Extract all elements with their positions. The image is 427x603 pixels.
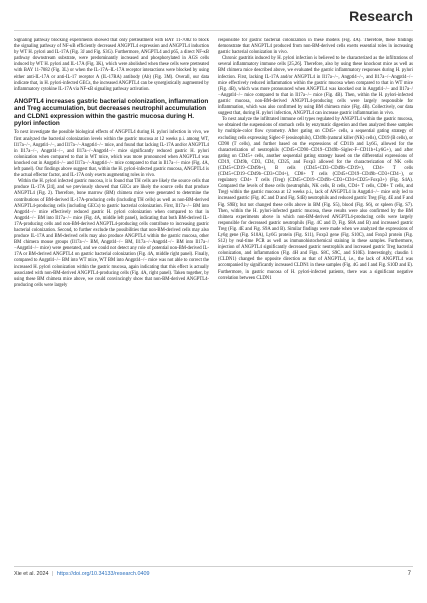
doi-link[interactable]: https://doi.org/10.34133/research.0409 [56, 571, 150, 577]
page-number: 7 [407, 571, 411, 577]
citation-text: Xie et al. 2024 [14, 571, 49, 577]
right-column [218, 38, 413, 558]
paragraph: Chronic gastritis induced by H. pylori infection is believed to be characterized as the infiltrations of several inflammatory immune cells [25,26]. Therefore, also by using these knockout mice as well as BM chimera mice described above, we evaluated the gastric inflammatory responses during H. pylori infection. First, lacking IL-17A and/or ANGPTL4 in Il17a−/−, Angptl4−/−, and Il17a−/−Angptl4−/− mice effectively reduced inflammation within the gastric mucosa when compared to that in WT mice (Fig. 4B), which was more pronounced when ANGPTL4 was knocked out in Angptl4−/− and Il17a−/−Angptl4−/− mice compared to that in Il17a−/− mice (Fig. 4B). Then, within the H. pylori-infected gastric mucosa, non-BM-derived ANGPTL4-producing cells were largely responsible for inflammation, which was also confirmed by using BM chimera mice (Fig. 4B). Collectively, our data suggest that, during H. pylori infection, ANGPTL4 can increase gastric inflammation in vivo. [218, 56, 413, 117]
paragraph: Within the H. pylori infected gastric mucosa, it is found that TH cells are likely the source cells that produce IL-17A [24], and we previously showed that GECs are likely the source cells that produce ANGPTL4 (Fig. 2). Therefore, bone marrow (BM) chimera mice were generated to determine the contributions of BM-derived IL-17A-producing cells (including TH cells) as well as non-BM-derived ANGPTL4-producing cells (including GECs) to gastric bacterial colonization. First, Il17a−/− BM into Angptl4−/− mice effectively reduced gastric H. pylori colonization when compared to that in Angptl4−/− BM into Il17a−/− mice (Fig. 4A, middle left panel), indicating that both BM-derived IL-17A-producing cells and non-BM-derived ANGPTL4-producing cells contribute to increasing gastric bacterial colonization. Second, to further exclude the possibilities that non-BM-derived cells may also produce IL-17A and BM-derived cells may also produce ANGPTL4 within the gastric mucosa, other BM chimera mouse groups (Il17a−/− BM, Angptl4−/− BM, Il17a−/−Angptl4−/− BM into Il17a−/−Angptl4−/− mice) were generated, and we could not detect any role of potential non-BM-derived IL-17A or BM-derived ANGPTL4 on gastric bacterial colonization (Fig. 4A, middle right panel). Finally, compared to Angptl4−/− BM into WT mice, WT BM into Angptl4−/− mice was not able to correct the increased H. pylori colonization within the gastric mucosa, again indicating that this effect is actually associated with non-BM-derived ANGPTL4-producing cells (Fig. 4A, right panel). Taken together, by using these BM chimera mice above, we could convincingly show that non-BM-derived ANGPTL4-producing cells were largely [14, 179, 209, 288]
footer-separator: | [51, 571, 54, 577]
journal-brand: Research [349, 8, 413, 24]
footer-citation [14, 571, 149, 577]
paragraph: To next investigate the possible biological effects of ANGPTL4 during H. pylori infection in vivo, we first analyzed the bacterial colonization levels within the gastric mucosa at 12 weeks p.i. among WT, Il17a−/−, Angptl4−/−, and Il17a−/−Angptl4−/− mice, and found that lacking IL-17A and/or ANGPTL4 in Il17a−/−, Angptl4−/−, and Il17a−/−Angptl4−/− mice significantly reduced gastric H. pylori colonization when compared to that in WT mice, which was more pronounced when ANGPTL4 was knocked out in Angptl4−/− and Il17a−/−Angptl4−/− mice compared to that in Il17a−/− mice (Fig. 4A, left panel). Our findings above suggest that, within the H. pylori-infected gastric mucosa, ANGPTL4 is the actual effector factor, and IL-17A only exerts augmenting roles in vivo. [14, 130, 209, 179]
paragraph: responsible for gastric bacterial colonization in these models (Fig. 4A). Therefore, these findings demonstrate that ANGPTL4 produced from non-BM-derived cells exerts essential roles in increasing gastric bacterial colonization in vivo. [218, 38, 413, 56]
paragraph: Signaling pathway blocking experiments showed that only pretreatment with BAY 11-7082 to block the signaling pathway of NF-κB efficiently decreased ANGPTL4 expression and ANGPTL4 induction by WT H. pylori and IL-17A (Fig. 3J and Fig. S3G). Furthermore, ANGPTL4 and p65, a direct NF-κB pathway downstream substrate, were predominantly increased and phosphorylated in AGS cells induced by WT H. pylori and IL-17A (Fig. 3K), which were abolished when these cells were pretreated with BAY 11-7082 (Fig. 3L) or when the IL-17A–IL-17A receptor interactions were blocked by using either anti-IL-17A or anti-IL-17 receptor A (IL-17RA) antibody (Ab) (Fig. 3M). Overall, our data indicate that, in H. pylori-infected GECs, the increased ANGPTL4 can be synergistically augmented by inflammatory cytokine IL-17A via NF-κB signaling pathway activation. [14, 38, 209, 92]
left-column [14, 38, 209, 558]
section-heading: ANGPTL4 increases gastric bacterial colonization, inflammation and Treg accumulation, but decreases neutrophil accumulation and CLDN1 expression within the gastric mucosa during H. pylori infection [14, 97, 209, 128]
header-divider [14, 30, 413, 31]
page-footer [14, 571, 413, 581]
paragraph: To next analyze the infiltrated immune cell types regulated by ANGPTL4 within the gastric mucosa, we obtained the suspensions of stomach cells by enzymatic digestion and then analyzed these samples by multiple-color flow cytometry. After gating on CD45+ cells, a sequential gating strategy of excluding cells expressing Siglec-F (eosinophils), CD49b (natural killer (NK) cells), CD19 (B cells), or CD90 (T cells), and further based on the expressions of CD11b and Ly6G, allowed for the characterization of neutrophils (CD45+CD90−CD19−CD49b−Siglec-F−CD11b+Ly6G+), and after gating on CD45+ cells, another sequential gating strategy based on the differential expressions of CD19, CD49b, CD3, CD4, CD25, and Foxp3 allowed for the characterization of NK cells (CD45+CD19−CD49b+), B cells (CD45+CD3−CD49b−CD19+), CD4+ T cells (CD45+CD19−CD49b−CD3+CD4+), CD8+ T cells (CD45+CD19−CD49b−CD3+CD4−), or regulatory CD4+ T cells (Treg) (CD45+CD19−CD49b−CD3+CD4+CD25+Foxp3+) (Fig. S4A). Compared the levels of these cells (neutrophils, NK cells, B cells, CD4+ T cells, CD8+ T cells, and Treg) within the gastric mucosa at 12 weeks p.i., lack of ANGPTL4 in Angptl4−/− mice only led to increased gastric (Fig. 4C and D and Fig. S4B) neutrophils and reduced gastric Treg (Fig. 4E and F and Fig. S9B); but not changed these cells above in BM (Fig. S5), blood (Fig. S6), or spleen (Fig. S7). Then, within the H. pylori-infected gastric mucosa, these results were also confirmed by the BM chimera experiments above in which non-BM-derived ANGPTL4-producing cells were largely responsible for decreased gastric neutrophils (Fig. 4C and D, Fig. S8A and B) and increased gastric Treg (Fig. 4E and Fig. S9A and B). Similar findings were made when we analyzed the expressions of Ly6g gene (Fig. S10A), Ly6G protein (Fig. S11), Foxp3 gene (Fig. S10C), and Foxp3 protein (Fig. S12) by real-time PCR as well as immunohistochemical staining in these samples. Furthermore, injection of ANGPTL4 significantly decreased gastric neutrophils and increased gastric Treg bacterial colonization, and inflammation (Fig. 4H and Figs. S8C, S9C, and S10E). Interestingly, claudin 1 (CLDN1) changed the opposite direction as that of ANGPTL4, i.e., the lack of ANGPTL4 was accompanied by significantly increased CLDN1 in these samples (Fig. 4G and I and Fig. S10D and E). Furthermore, in gastric mucosa of H. pylori-infected patients, there was a significant negative correlation between CLDN1 [218, 117, 413, 281]
footer-divider [14, 566, 413, 567]
page-header [0, 0, 427, 32]
